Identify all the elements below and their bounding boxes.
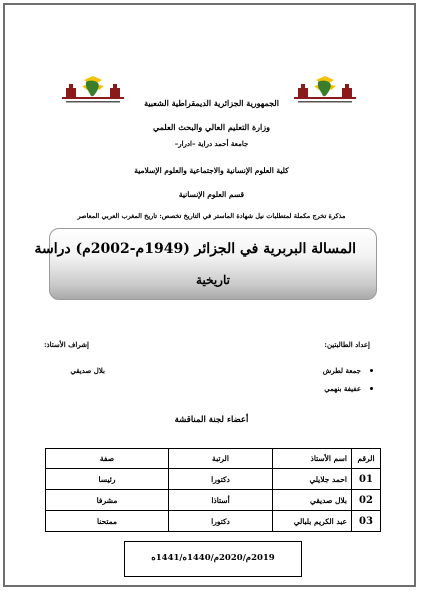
thesis-title-box xyxy=(34,228,377,300)
member-number: 01 xyxy=(352,469,381,490)
member-rank: دكتورا xyxy=(169,469,273,490)
member-name: احمد جلايلي xyxy=(273,469,352,490)
university-name: جامعة أحمد دراية –ادرار– xyxy=(174,139,249,148)
column-header-name: اسم الأستاذ xyxy=(273,449,352,469)
supervisor-name: بلال صديقي xyxy=(70,366,105,375)
bullet-icon xyxy=(370,387,373,390)
member-role: مشرفا xyxy=(46,490,169,511)
department-name: قسم العلوم الإنسانية xyxy=(178,190,245,199)
committee-heading: أعضاء لجنة المناقشة xyxy=(174,415,249,425)
column-header-number: الرقم xyxy=(352,449,381,469)
table-header-row xyxy=(46,449,381,469)
academic-year-box xyxy=(124,541,302,577)
student-name: عفيفة بنهمي xyxy=(324,384,361,393)
member-rank: أستاذا xyxy=(169,490,273,511)
member-number: 02 xyxy=(352,490,381,511)
student-name: جمعة لطرش xyxy=(322,366,361,375)
member-name: عبد الكريم بلبالي xyxy=(273,511,352,532)
member-role: رئيسا xyxy=(46,469,169,490)
supervisor-label: إشراف الأستاذ: xyxy=(43,340,89,349)
table-row xyxy=(46,469,381,490)
thesis-title-line2: تاريخية xyxy=(196,273,230,287)
ministry-name: وزارة التعليم العالي والبحث العلمي xyxy=(153,122,270,132)
table-row xyxy=(46,511,381,532)
republic-name: الجمهورية الجزائرية الديمقراطية الشعبية xyxy=(144,98,279,108)
academic-year: 2019م/2020م/1440ه/1441ه xyxy=(151,553,275,563)
committee-table xyxy=(45,448,381,532)
member-name: بلال صديقي xyxy=(273,490,352,511)
faculty-name: كلية العلوم الإنسانية والاجتماعية والعلوم الإسلامية xyxy=(134,166,289,175)
students-label: إعداد الطالبتين: xyxy=(324,340,370,349)
column-header-rank: الرتبة xyxy=(169,449,273,469)
member-number: 03 xyxy=(352,511,381,532)
member-rank: دكتورا xyxy=(169,511,273,532)
thesis-title-line1: المسالة البربرية في الجزائر (1949م-2002م) دراسة xyxy=(34,241,356,257)
table-row xyxy=(46,490,381,511)
column-header-role: صفة xyxy=(46,449,169,469)
thesis-note: مذكرة تخرج مكملة لمتطلبات نيل شهادة الماستر في التاريخ تخصص: تاريخ المغرب العربي المعاصر xyxy=(77,212,346,220)
bullet-icon xyxy=(370,369,373,372)
member-role: ممتحنا xyxy=(46,511,169,532)
